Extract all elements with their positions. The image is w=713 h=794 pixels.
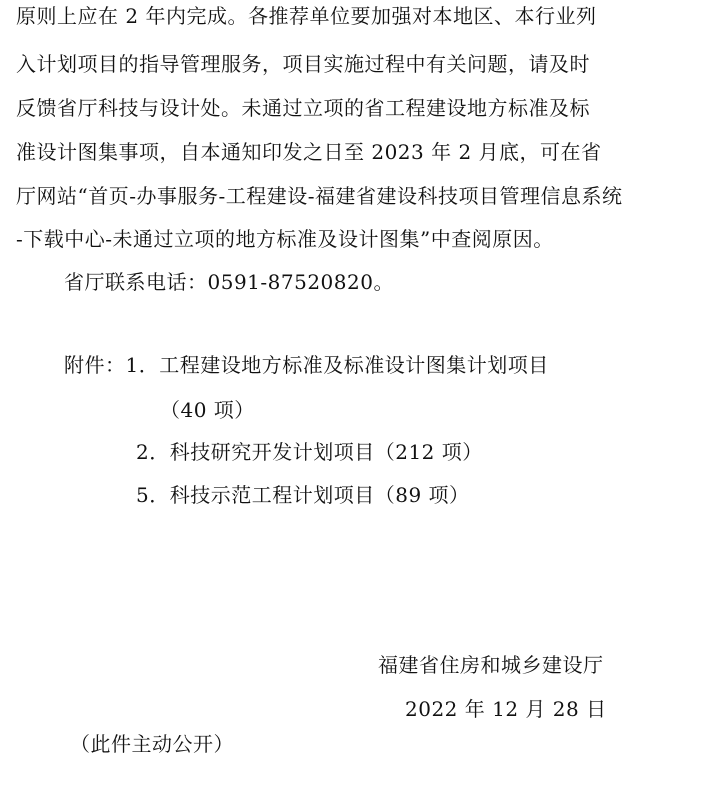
signature-org: 福建省住房和城乡建设厅: [378, 653, 604, 677]
contact-phone: 省厅联系电话：0591-87520820。: [64, 270, 394, 294]
paragraph-line-6: -下载中心-未通过立项的地方标准及设计图集”中查阅原因。: [16, 227, 554, 251]
paragraph-line-5: 厅网站“首页-办事服务-工程建设-福建省建设科技项目管理信息系统: [16, 184, 623, 208]
paragraph-line-1: 原则上应在 2 年内完成。各推荐单位要加强对本地区、本行业列: [16, 4, 597, 28]
paragraph-line-3: 反馈省厅科技与设计处。未通过立项的省工程建设地方标准及标: [16, 96, 590, 120]
signature-date: 2022 年 12 月 28 日: [405, 697, 607, 721]
paragraph-line-2: 入计划项目的指导管理服务，项目实施过程中有关问题，请及时: [16, 52, 590, 76]
disclosure-note: （此件主动公开）: [70, 732, 234, 756]
attachment-item-3: 5．科技示范工程计划项目（89 项）: [136, 483, 470, 507]
attachment-item-1-count: （40 项）: [160, 398, 255, 422]
attachment-item-2: 2．科技研究开发计划项目（212 项）: [136, 440, 483, 464]
paragraph-line-4: 准设计图集事项，自本通知印发之日至 2023 年 2 月底，可在省: [16, 140, 602, 164]
attachment-item-1: 附件：1．工程建设地方标准及标准设计图集计划项目: [64, 353, 549, 377]
